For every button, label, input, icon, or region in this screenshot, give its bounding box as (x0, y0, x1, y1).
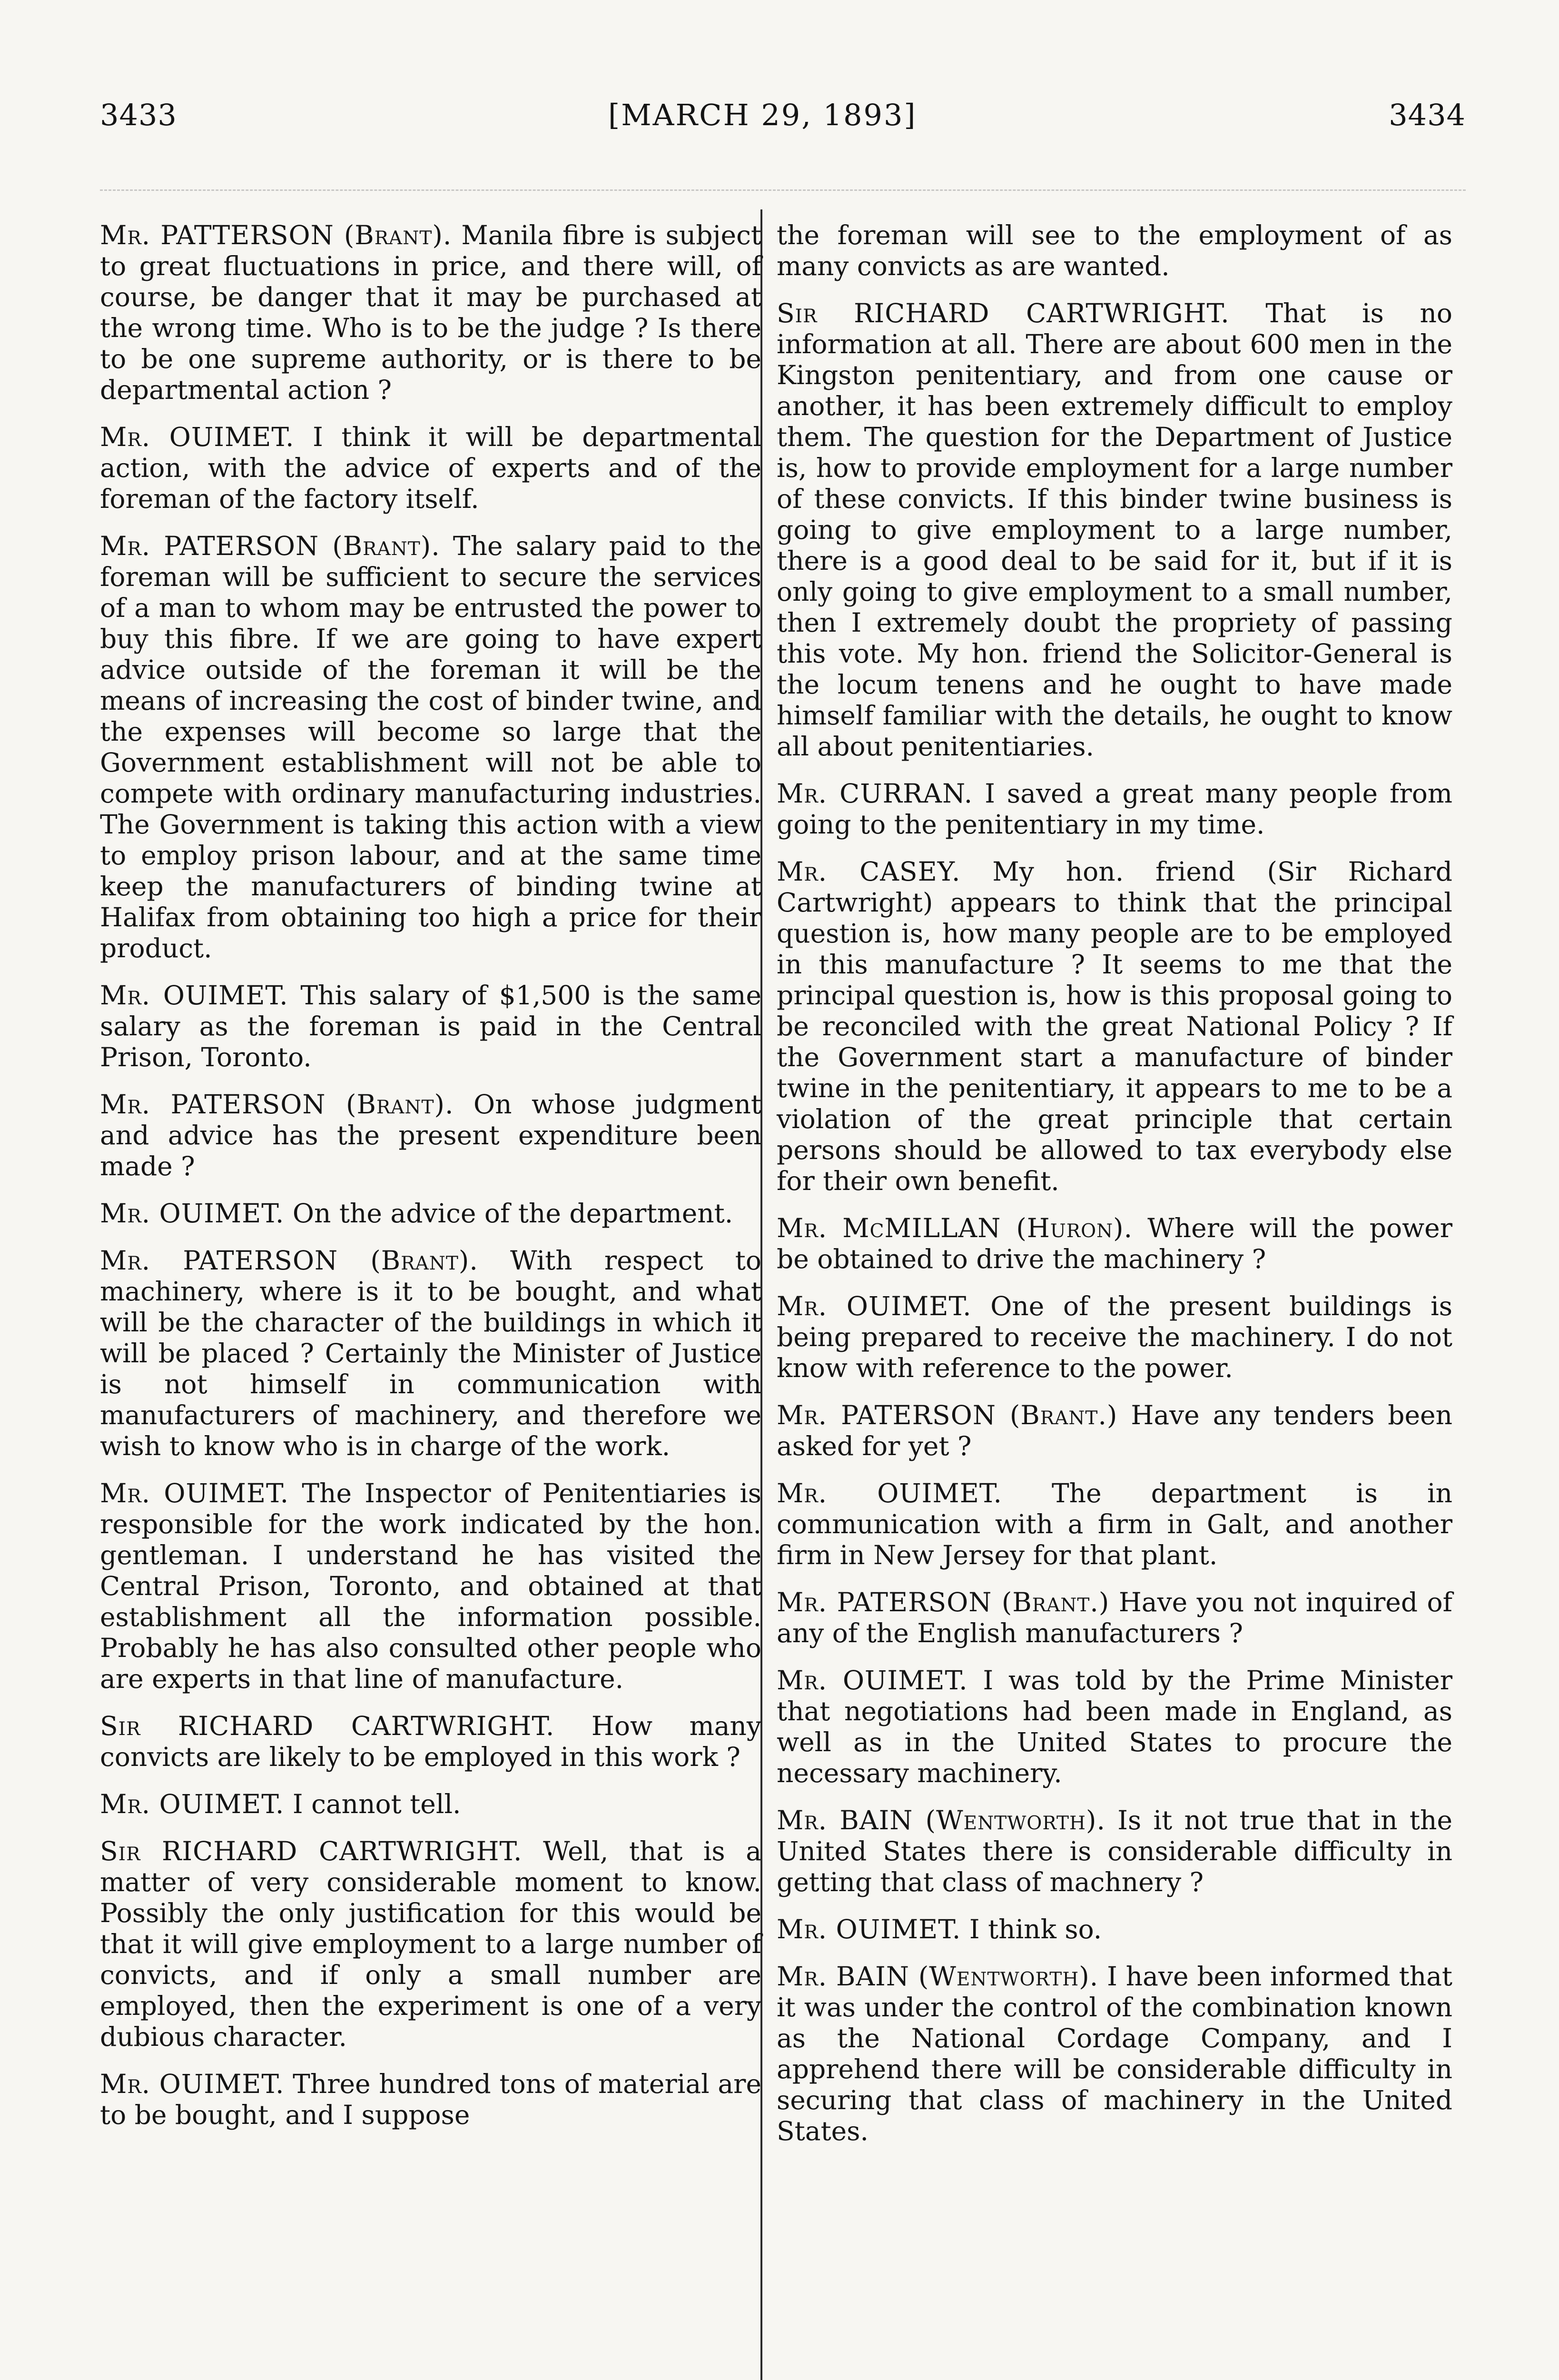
speech-paragraph (100, 1198, 761, 1229)
speech-paragraph (777, 1400, 1452, 1462)
speaker-name: Mr. CASEY. (777, 856, 961, 887)
speech-text: I cannot tell. (292, 1789, 461, 1819)
left-column (100, 220, 761, 2147)
speaker-name: Mr. OUIMET. (777, 1478, 1002, 1508)
speech-text: One of the present buildings is being prepared to receive the machinery. I do not know with reference to the power. (777, 1291, 1452, 1383)
speech-paragraph (777, 1213, 1452, 1275)
speech-text: The Inspector of Penitentiaries is responsible for the work indicated by the hon. gentleman. I understand he has visited the Central Prison, Toronto, and obtained at that establishment all the information possible. Probably he has also consulted other people who are experts in that line of manufacture. (100, 1478, 762, 1694)
speech-paragraph (777, 1291, 1452, 1384)
speech-paragraph (777, 298, 1452, 762)
speaker-name: Mr. PATERSON (Brant.) (777, 1400, 1118, 1430)
speech-paragraph (100, 1478, 761, 1695)
speech-text: Three hundred tons of material are to be bought, and I suppose (100, 2069, 761, 2130)
speech-text: With respect to machinery, where is it to be bought, and what will be the character of the buildings in which it will be placed ? Certainly the Minister of Justice is not himself in communication with manufacturers of machinery, and therefore we wish to know who is in charge of the work. (100, 1245, 762, 1461)
speech-text: the foreman will see to the employment of as many convicts as are wanted. (777, 220, 1452, 281)
speech-paragraph (100, 531, 761, 964)
speech-text: Is it not true that in the United States there is considerable difficulty in getting that class of machnery ? (777, 1805, 1453, 1897)
speaker-name: Mr. OUIMET. (100, 980, 288, 1011)
speech-paragraph (100, 1711, 761, 1773)
speech-paragraph (100, 422, 761, 515)
speaker-name: Mr. PATERSON (Brant). (100, 1245, 478, 1276)
speech-text: I was told by the Prime Minister that negotiations had been made in England, as well as in the United States to procure the necessary machinery. (777, 1665, 1452, 1788)
speech-paragraph (777, 778, 1452, 840)
speech-paragraph (777, 856, 1452, 1197)
speech-text: I saved a great many people from going to the penitentiary in my time. (777, 778, 1452, 840)
speech-paragraph (100, 1089, 761, 1182)
speech-paragraph (777, 1961, 1452, 2147)
speech-paragraph (777, 1805, 1452, 1898)
speech-paragraph (777, 1478, 1452, 1571)
right-column (777, 220, 1452, 2163)
speaker-name: Sir RICHARD CARTWRIGHT. (100, 1711, 555, 1741)
speech-text: My hon. friend (Sir Richard Cartwright) appears to think that the principal question is, how many people are to be employed in this manufacture ? It seems to me that the principal question is, how is this proposal going to be reconciled with the great National Policy ? If the Government start a manufacture of binder twine in the penitentiary, it appears to me to be a violation of the great principle that certain persons should be allowed to tax everybody else for their own benefit. (777, 856, 1452, 1196)
speech-text: The department is in communication with a firm in Galt, and another firm in New Jersey for that plant. (777, 1478, 1453, 1570)
speaker-name: Mr. PATTERSON (Brant). (100, 220, 452, 250)
speech-paragraph (100, 980, 761, 1073)
speech-text: On the advice of the department. (292, 1198, 733, 1229)
speech-paragraph (100, 1789, 761, 1820)
speaker-name: Mr. BAIN (Wentworth). (777, 1961, 1099, 1992)
speaker-name: Mr. McMILLAN (Huron). (777, 1213, 1133, 1243)
speech-text: The salary paid to the foreman will be sufficient to secure the services of a man to whom may be entrusted the power to buy this fibre. If we are going to have expert advice outside of the foreman it will be the means of increasing the cost of binder twine, and the expenses will become so large that the Government establishment will not be able to compete with ordinary manufacturing industries. The Government is taking this action with a view to employ prison labour, and at the same time keep the manufacturers of binding twine at Halifax from obtaining too high a price for their product. (100, 531, 761, 963)
page-date: [MARCH 29, 1893] (608, 98, 917, 132)
speaker-name: Mr. OUIMET. (100, 1198, 285, 1229)
speech-text: I think so. (969, 1914, 1102, 1944)
speech-text: I think it will be departmental action, with the advice of experts and of the foreman of the factory itself. (100, 422, 762, 514)
speech-text: On whose judgment and advice has the present expenditure been made ? (100, 1089, 762, 1181)
speech-paragraph (777, 220, 1452, 282)
speech-paragraph (100, 1836, 761, 2053)
speaker-name: Mr. OUIMET. (100, 1789, 285, 1819)
header-rule (100, 189, 1466, 191)
speaker-name: Sir RICHARD CARTWRIGHT. (100, 1836, 523, 1866)
speech-text: Manila fibre is subject to great fluctuations in price, and there will, of course, be danger that it may be purchased at the wrong time. Who is to be the judge ? Is there to be one supreme authority, or is there to be departmental action ? (100, 220, 762, 405)
page-number-right: 3434 (1389, 98, 1466, 132)
speech-text: Where will the power be obtained to drive the machinery ? (777, 1213, 1452, 1274)
speech-paragraph (777, 1665, 1452, 1789)
speech-text: I have been informed that it was under the control of the combination known as the National Cordage Company, and I apprehend there will be considerable difficulty in securing that class of machinery in the United States. (777, 1961, 1453, 2146)
speech-text: Have you not inquired of any of the English manufacturers ? (777, 1587, 1452, 1648)
speaker-name: Mr. PATERSON (Brant). (100, 531, 440, 561)
speech-text: Have any tenders been asked for yet ? (777, 1400, 1452, 1461)
speaker-name: Sir RICHARD CARTWRIGHT. (777, 298, 1230, 328)
speaker-name: Mr. PATERSON (Brant). (100, 1089, 454, 1120)
speech-paragraph (777, 1587, 1452, 1649)
speech-text: That is no information at all. There are about 600 men in the Kingston penitentiary, and from one cause or another, it has been extremely difficult to employ them. The question for the Department of Justice is, how to provide employment for a large number of these convicts. If this binder twine business is going to give employment to a large number, there is a good deal to be said for it, but if it is only going to give employment to a small number, then I extremely doubt the propriety of passing this vote. My hon. friend the Solicitor-General is the locum tenens and he ought to have made himself familiar with the details, he ought to know all about penitentiaries. (777, 298, 1452, 762)
speech-paragraph (100, 1245, 761, 1462)
speaker-name: Mr. OUIMET. (777, 1291, 972, 1321)
speaker-name: Mr. OUIMET. (100, 422, 295, 452)
speech-text: How many convicts are likely to be employed in this work ? (100, 1711, 762, 1772)
speech-paragraph (100, 2069, 761, 2131)
speech-paragraph (100, 220, 761, 406)
speaker-name: Mr. OUIMET. (100, 2069, 285, 2099)
speech-text: Well, that is a matter of very considerable moment to know. Possibly the only justification for this would be that it will give employment to a large number of convicts, and if only a small number are employed, then the experiment is one of a very dubious character. (100, 1836, 761, 2052)
speaker-name: Mr. BAIN (Wentworth). (777, 1805, 1105, 1835)
page-number-left: 3433 (100, 98, 177, 132)
speaker-name: Mr. OUIMET. (777, 1665, 968, 1696)
speaker-name: Mr. OUIMET. (100, 1478, 289, 1508)
speaker-name: Mr. CURRAN. (777, 778, 973, 809)
speech-text: This salary of $1,500 is the same salary as the foreman is paid in the Central Prison, Toronto. (100, 980, 761, 1072)
page-header (100, 98, 1466, 150)
speech-paragraph (777, 1914, 1452, 1945)
speaker-name: Mr. OUIMET. (777, 1914, 961, 1944)
speaker-name: Mr. PATERSON (Brant.) (777, 1587, 1110, 1617)
